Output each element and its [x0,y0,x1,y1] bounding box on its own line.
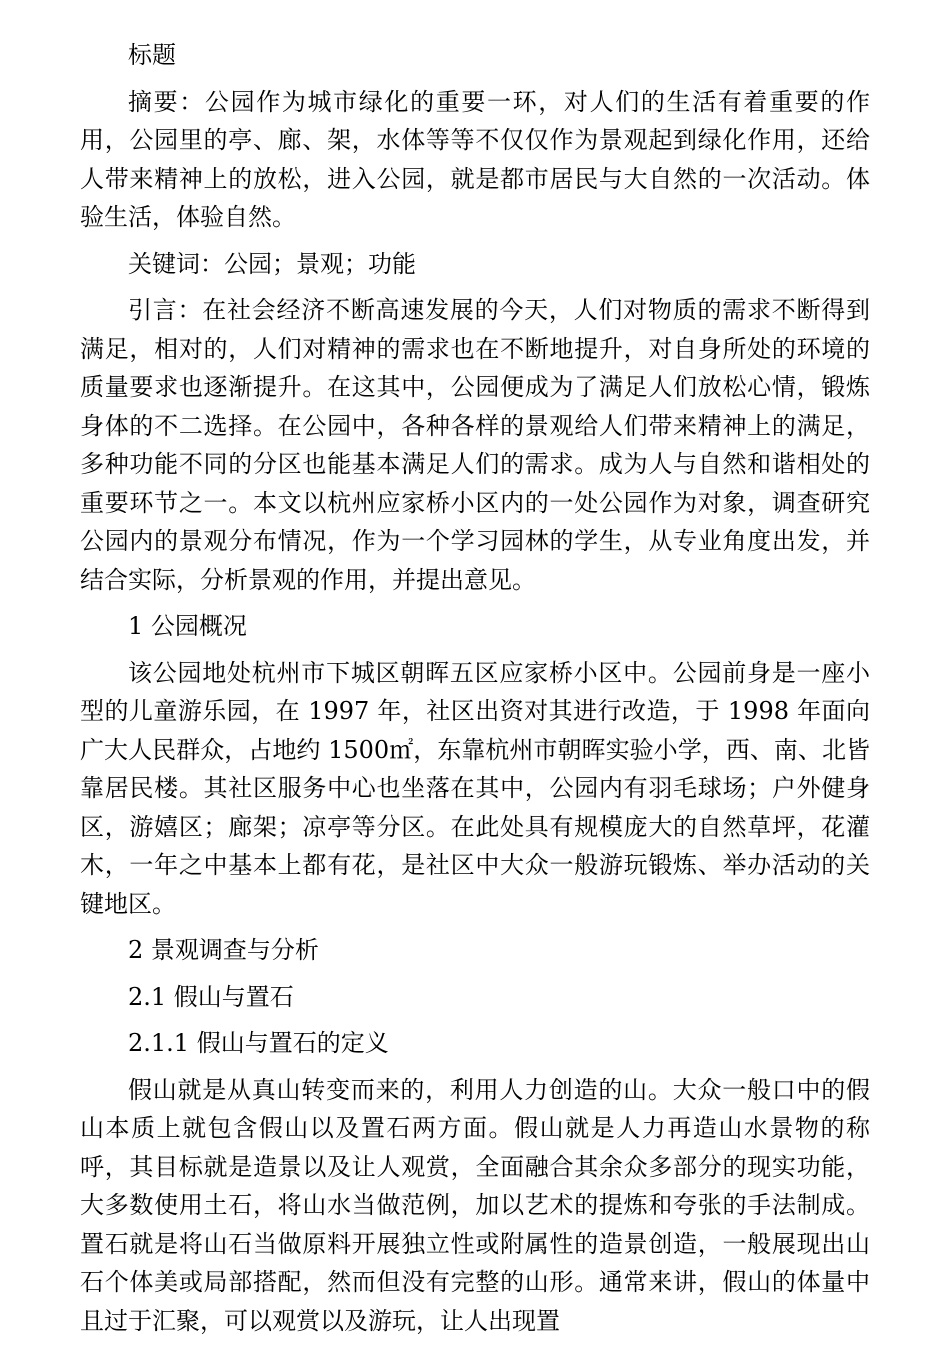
document-title: 标题 [128,41,176,69]
section-1-paragraph: 该公园地处杭州市下城区朝晖五区应家桥小区中。公园前身是一座小型的儿童游乐园，在 1997 年，社区出资对其进行改造，于 1998 年面向广大人民群众，占地约 1500㎡，东靠杭州市朝晖实验小学，西、南、北皆靠居民楼。其社区服务中心也坐落在其中，公园内有羽毛球场；户外健身区，游嬉区；廊架；凉亭等分区。在此处具有规模庞大的自然草坪，花灌木，一年之中基本上都有花，是社区中大众一般游玩锻炼、举办活动的关键地区。 [80,658,870,918]
section-2-1-1-heading: 2.1.1 假山与置石的定义 [128,1029,389,1057]
abstract-paragraph: 摘要：公园作为城市绿化的重要一环，对人们的生活有着重要的作用，公园里的亭、廊、架，水体等等不仅仅作为景观起到绿化作用，还给人带来精神上的放松，进入公园，就是都市居民与大自然的一次活动。体验生活，体验自然。 [80,87,870,231]
section-2-1-1-paragraph: 假山就是从真山转变而来的，利用人力创造的山。大众一般口中的假山本质上就包含假山以及置石两方面。假山就是人力再造山水景物的称呼，其目标就是造景以及让人观赏，全面融合其余众多部分的现实功能，大多数使用土石，将山水当做范例，加以艺术的提炼和夸张的手法制成。置石就是将山石当做原料开展独立性或附属性的造景创造，一般展现出山石个体美或局部搭配，然而但没有完整的山形。通常来讲，假山的体量中且过于汇聚，可以观赏以及游玩，让人出现置 [80,1075,870,1335]
introduction-paragraph: 引言：在社会经济不断高速发展的今天，人们对物质的需求不断得到满足，相对的，人们对精神的需求也在不断地提升，对自身所处的环境的质量要求也逐渐提升。在这其中，公园便成为了满足人们放松心情，锻炼身体的不二选择。在公园中，各种各样的景观给人们带来精神上的满足，多种功能不同的分区也能基本满足人们的需求。成为人与自然和谐相处的重要环节之一。本文以杭州应家桥小区内的一处公园作为对象，调查研究公园内的景观分布情况，作为一个学习园林的学生，从专业角度出发，并结合实际，分析景观的作用，并提出意见。 [80,296,870,594]
section-1-heading: 1 公园概况 [128,612,247,640]
keywords-line: 关键词：公园；景观；功能 [128,249,416,278]
section-2-1-heading: 2.1 假山与置石 [128,982,294,1011]
document-page [80,36,870,1348]
section-2-heading: 2 景观调查与分析 [128,936,319,964]
